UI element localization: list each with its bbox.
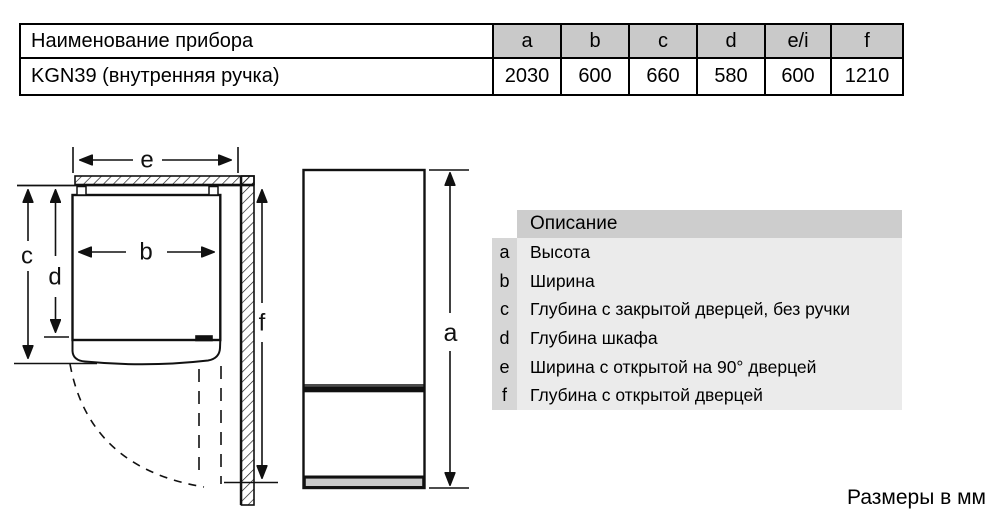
table-header-a: a	[493, 24, 561, 58]
value-a: 2030	[493, 58, 561, 95]
table-header-b: b	[561, 24, 629, 58]
legend-label: Глубина шкафа	[517, 324, 902, 353]
door-hinge-mark	[196, 336, 212, 341]
table-header-c: c	[629, 24, 697, 58]
legend-label: Ширина	[517, 267, 902, 296]
legend-row-f	[492, 381, 902, 410]
door-swing-arc	[70, 364, 204, 487]
value-e-i: 600	[765, 58, 831, 95]
dim-label-e: e	[140, 146, 154, 174]
cabinet-top-view	[73, 195, 221, 340]
door-closed-outline	[73, 340, 221, 364]
legend-key: b	[492, 267, 517, 296]
table-header-e-i: e/i	[765, 24, 831, 58]
legend-label: Глубина с открытой дверцей	[517, 381, 902, 410]
hinge-left	[77, 187, 86, 196]
legend-key: f	[492, 381, 517, 410]
legend-label: Ширина с открытой на 90° дверцей	[517, 353, 902, 382]
legend-key: c	[492, 295, 517, 324]
table-header-device-name: Наименование прибора	[20, 24, 493, 58]
table-header-row	[20, 24, 903, 58]
legend-key: e	[492, 353, 517, 382]
legend-row-d	[492, 324, 902, 353]
dimension-e-arrow	[73, 147, 238, 173]
top-view-diagram	[14, 147, 278, 505]
legend-row-b	[492, 267, 902, 296]
table-header-f: f	[831, 24, 903, 58]
legend-key: a	[492, 238, 517, 267]
value-d: 580	[697, 58, 765, 95]
dim-label-d: d	[48, 263, 62, 291]
plinth	[305, 478, 423, 487]
dim-label-a: a	[443, 319, 458, 347]
door-divider-band	[304, 387, 425, 392]
value-c: 660	[629, 58, 697, 95]
table-row	[20, 58, 903, 95]
legend-title: Описание	[517, 210, 902, 238]
legend-row-a	[492, 238, 902, 267]
legend-row-e	[492, 353, 902, 382]
dimensions-table	[19, 23, 904, 96]
value-f: 1210	[831, 58, 903, 95]
legend-key: d	[492, 324, 517, 353]
device-name-cell: KGN39 (внутренняя ручка)	[20, 58, 493, 95]
dimension-legend	[492, 210, 902, 410]
legend-row-c	[492, 295, 902, 324]
dim-label-f: f	[258, 309, 266, 337]
legend-label: Высота	[517, 238, 902, 267]
dim-label-b: b	[139, 238, 153, 266]
legend-label: Глубина с закрытой дверцей, без ручки	[517, 295, 902, 324]
fridge-front-body	[304, 170, 425, 488]
table-header-d: d	[697, 24, 765, 58]
wall-hatch-right	[242, 176, 255, 505]
hinge-right	[209, 187, 218, 196]
units-note: Размеры в мм	[847, 486, 986, 509]
wall-hatch-top	[75, 176, 254, 185]
value-b: 600	[561, 58, 629, 95]
dim-label-c: c	[21, 242, 33, 270]
